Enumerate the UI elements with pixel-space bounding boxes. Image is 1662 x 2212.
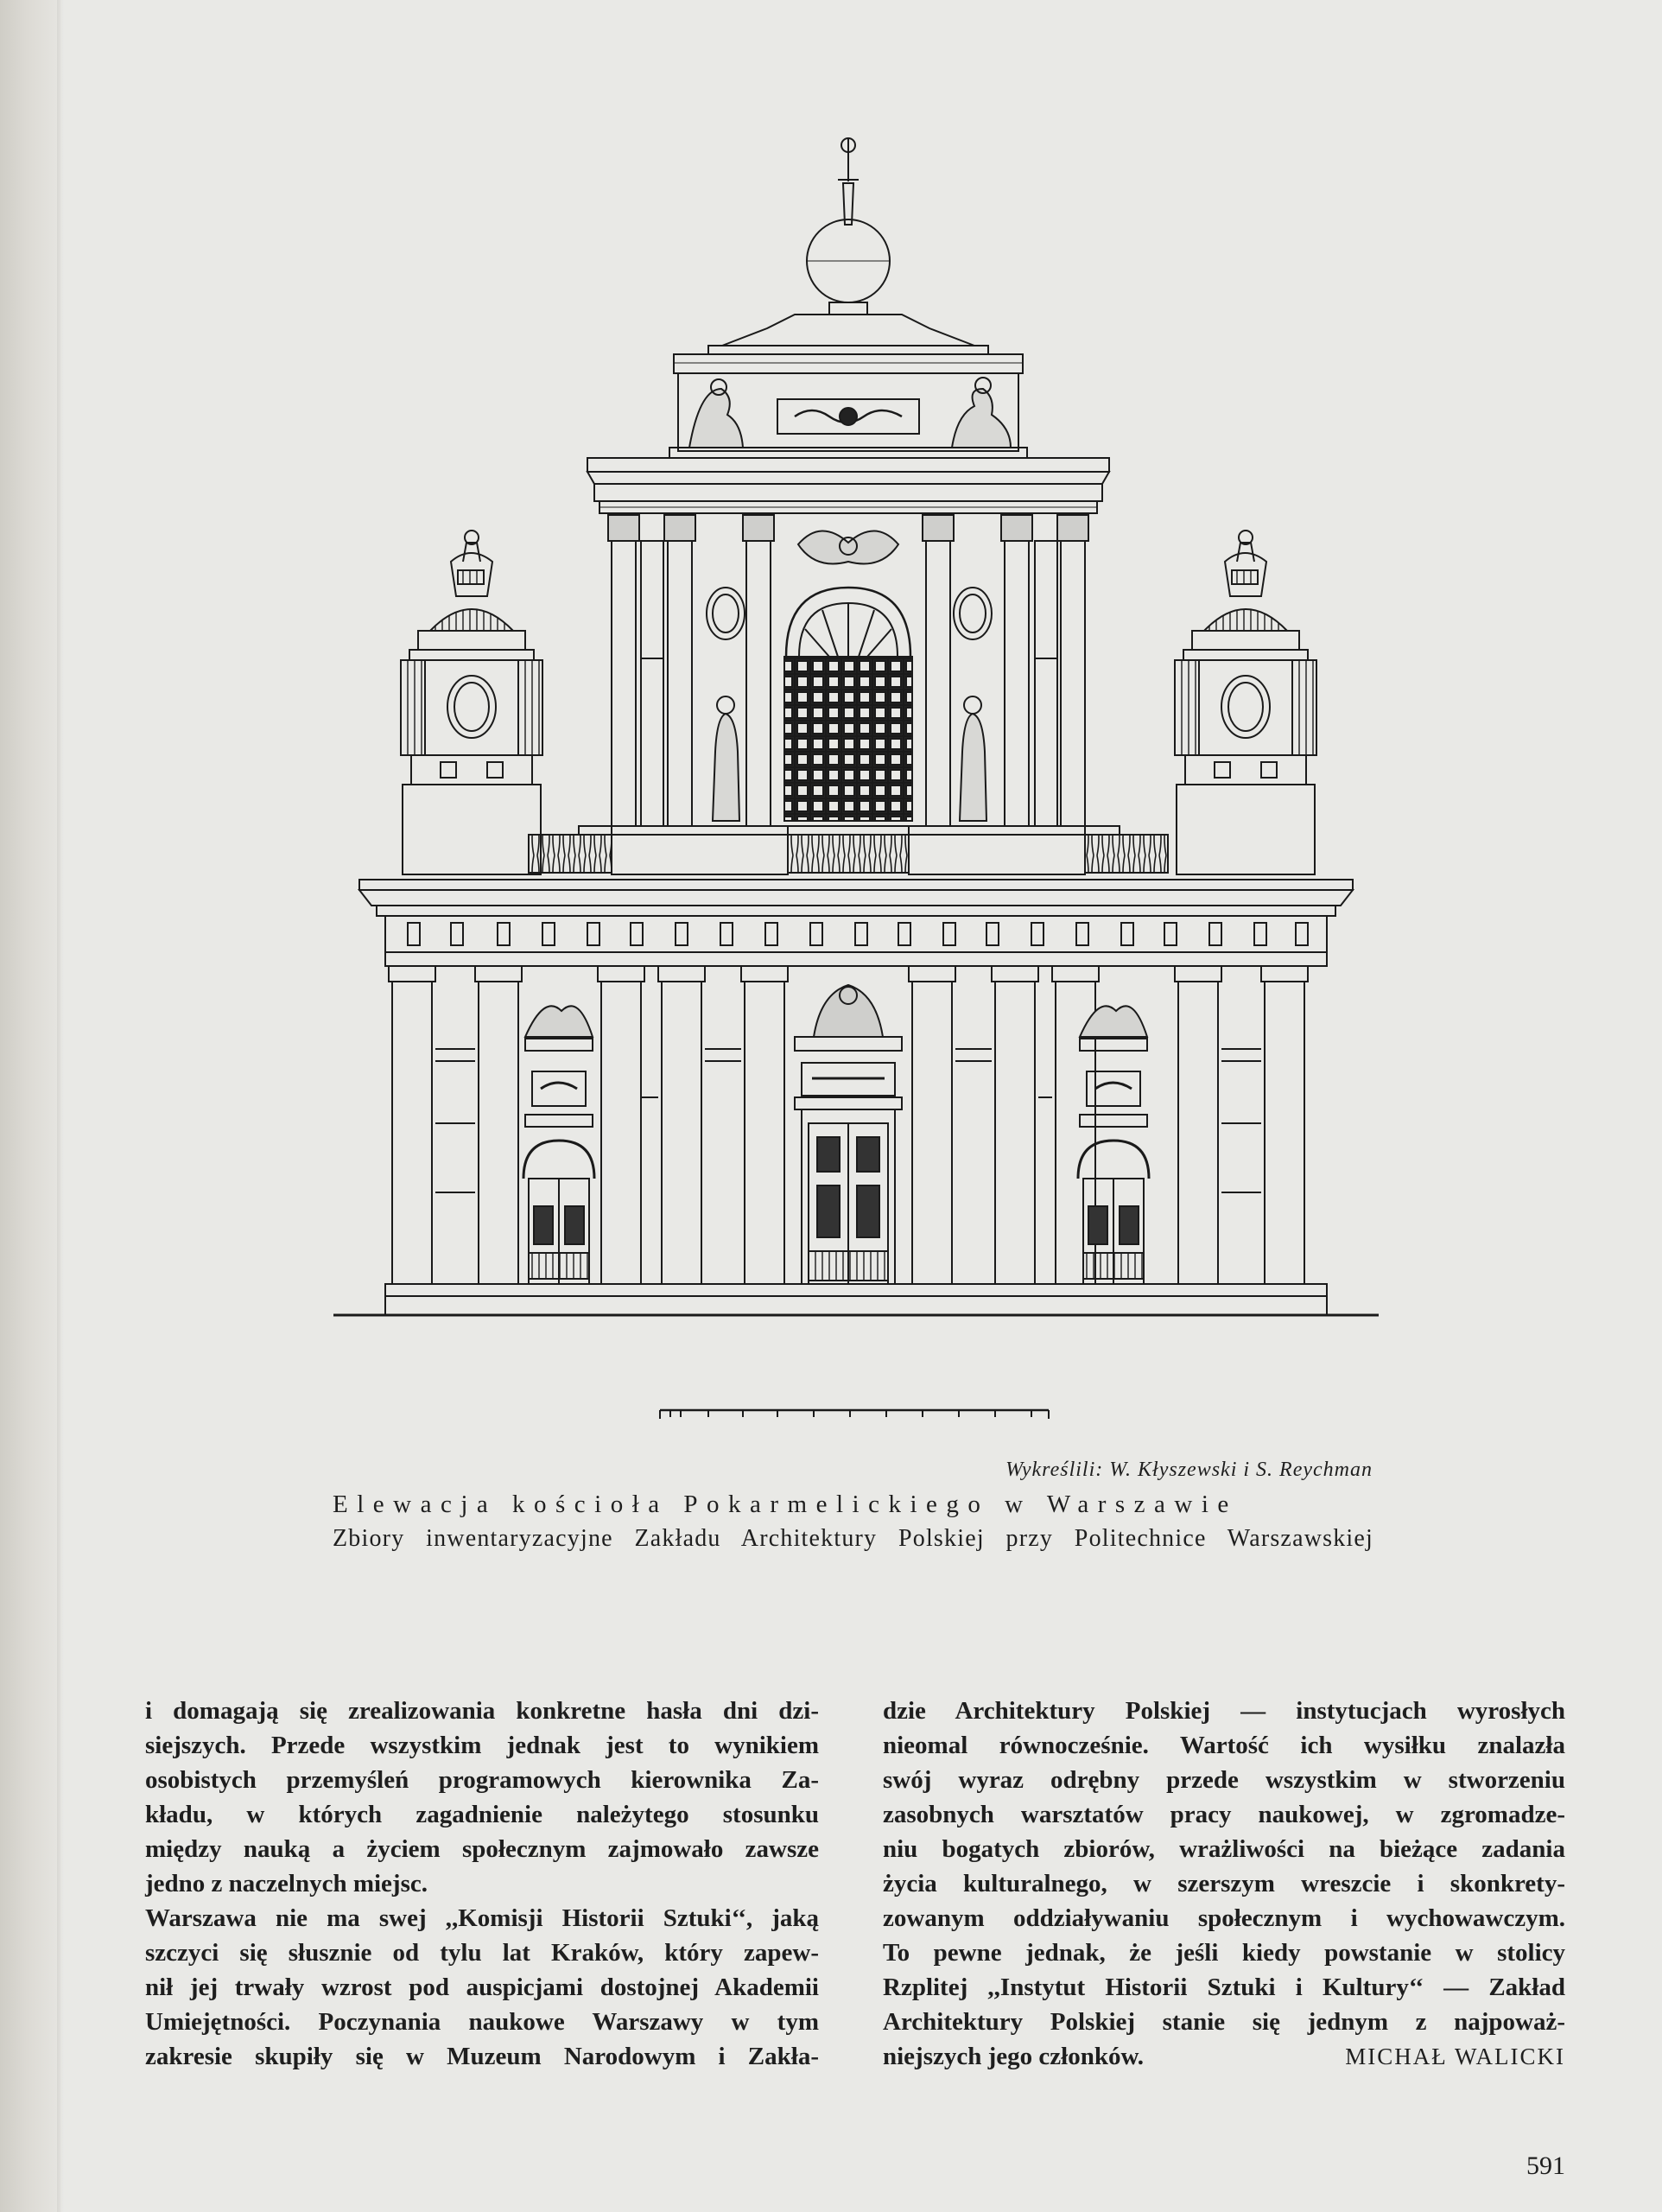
text-line: jedno z naczelnych miejsc. [145,1870,428,1897]
text-line: nił jej trwały wzrost pod auspicjami dostojnej Akademii [145,1974,819,2001]
orb-finial [807,138,890,315]
tower-left [401,531,542,874]
text-line: siejszych. Przede wszystkim jednak jest to wynikiem [145,1732,819,1759]
text-line: życia kulturalnego, w szerszym wreszcie i skonkrety- [883,1870,1565,1897]
text-line: swój wyraz odrębny przede wszystkim w stworzeniu [883,1766,1565,1794]
triglyph-frieze [408,923,1308,945]
article-author: MICHAŁ WALICKI [1345,2044,1565,2069]
text-line: zakresie skupiły się w Muzeum Narodowym i Zakła- [145,2043,819,2070]
side-door-left [523,1006,594,1284]
text-line: kładu, w których zagadnienie należytego stosunku [145,1801,819,1828]
text-line: Rzplitej ,,Instytut Historii Sztuki i Kultury‘‘ — Zakład [883,1974,1565,2001]
article-column-right [883,1694,1565,2074]
text-line: zowanym oddziaływaniu społecznym i wychowawczym. [883,1904,1565,1932]
article-column-left [145,1694,819,2074]
book-gutter [0,0,60,2212]
page-number: 591 [1526,2152,1565,2180]
text-line: Warszawa nie ma swej ,,Komisji Historii Sztuki‘‘, jaką [145,1904,819,1932]
church-elevation-drawing [328,130,1391,1443]
scale-bar [657,1400,1054,1426]
tower-right [1175,531,1316,874]
drawing-credit: Wykreślili: W. Kłyszewski i S. Reychman [1005,1459,1373,1481]
side-door-right [1078,1006,1149,1284]
text-line: osobistych przemyśleń programowych kierownika Za- [145,1766,819,1794]
text-line: Architektury Polskiej stanie się jednym z najpoważ- [883,2008,1565,2036]
text-line: nieomal równocześnie. Wartość ich wysiłku znalazła [883,1732,1565,1759]
text-line: i domagają się zrealizowania konkretne hasła dni dzi- [145,1697,819,1725]
text-line: Umiejętności. Poczynania naukowe Warszawy w tym [145,2008,819,2036]
closing-line [883,2039,1565,2074]
text-line: To pewne jednak, że jeśli kiedy powstanie w stolicy [883,1939,1565,1967]
caption-subtitle: Zbiory inwentaryzacyjne Zakładu Architektury Polskiej przy Politechnice Warszawskiej [333,1525,1373,1552]
text-line: dzie Architektury Polskiej — instytucjach wyrosłych [883,1697,1565,1725]
text-line: niejszych jego członków. [883,2043,1145,2070]
main-portal [795,985,902,1284]
text-line: niu bogatych zbiorów, wrażliwości na bieżące zadania [883,1835,1565,1863]
text-line: między nauką a życiem społecznym zajmowało zawsze [145,1835,819,1863]
page-edge-shadow [57,0,64,2212]
caption-title: Elewacja kościoła Pokarmelickiego w Warszawie [333,1491,1238,1518]
text-line: zasobnych warsztatów pracy naukowej, w zgromadze- [883,1801,1565,1828]
text-line: szczyci się słusznie od tylu lat Kraków, który zapew- [145,1939,819,1967]
